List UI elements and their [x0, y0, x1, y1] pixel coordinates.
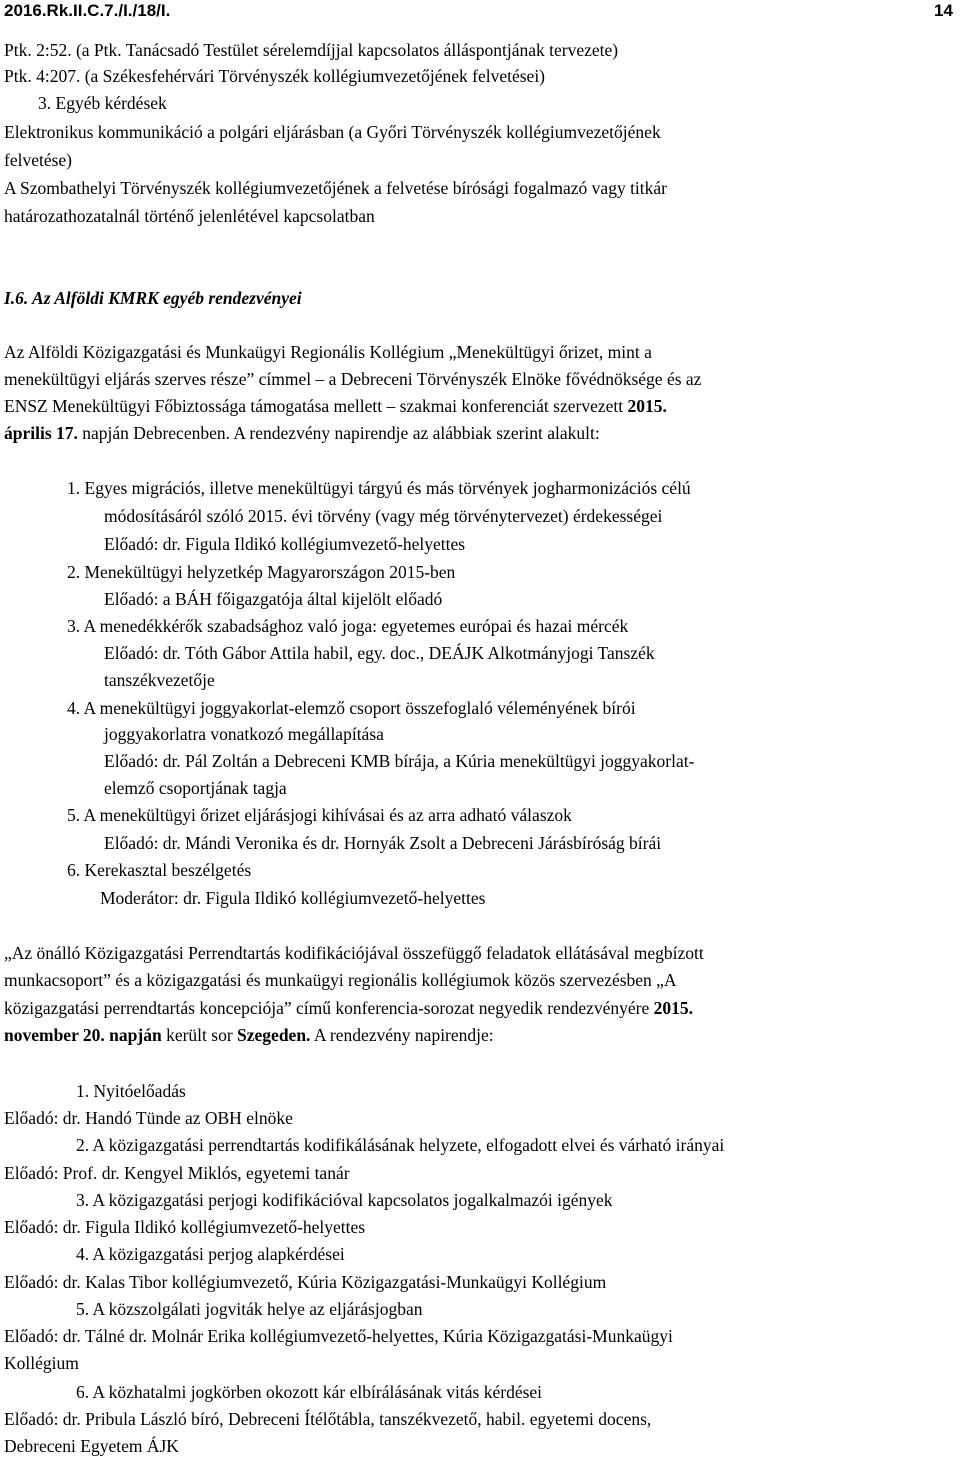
text-span: Az Alföldi Közigazgatási és Munkaügyi Regionális Kollégium „Menekültügyi őrizet, mint a — [4, 342, 652, 362]
text-line: 3. Egyéb kérdések — [38, 93, 167, 113]
text-line: határozathozatalnál történő jelenlétével kapcsolatban — [4, 206, 375, 226]
agenda-speaker: Előadó: dr. Kalas Tibor kollégiumvezető, Kúria Közigazgatási-Munkaügyi Kollégium — [4, 1272, 607, 1292]
agenda-item: 4. A közigazgatási perjog alapkérdései — [76, 1244, 345, 1264]
agenda-item: módosításáról szóló 2015. évi törvény (vagy még törvénytervezet) érdekességei — [104, 506, 663, 526]
agenda-speaker: Előadó: dr. Pribula László bíró, Debreceni Ítélőtábla, tanszékvezető, habil. egyetemi docens, — [4, 1409, 652, 1429]
agenda-item: 6. Kerekasztal beszélgetés — [67, 860, 252, 880]
agenda-speaker: Moderátor: dr. Figula Ildikó kollégiumvezető-helyettes — [100, 888, 486, 908]
agenda-item: 2. A közigazgatási perrendtartás kodifikálásának helyzete, elfogadott elvei és várható irányai — [76, 1135, 725, 1155]
agenda-speaker: Előadó: Prof. dr. Kengyel Miklós, egyetemi tanár — [4, 1163, 350, 1183]
agenda-item: joggyakorlatra vonatkozó megállapítása — [104, 724, 384, 744]
agenda-item: 3. A menedékkérők szabadsághoz való joga: egyetemes európai és hazai mércék — [67, 616, 629, 636]
paragraph-line — [4, 968, 956, 992]
agenda-item: 6. A közhatalmi jogkörben okozott kár elbírálásának vitás kérdései — [76, 1382, 543, 1402]
date-emphasis: 2015. — [627, 396, 667, 416]
agenda-item: 5. A közszolgálati jogviták helye az eljárásjogban — [76, 1299, 423, 1319]
agenda-speaker: Debreceni Egyetem ÁJK — [4, 1436, 179, 1456]
text-span: menekültügyi eljárás szerves része” címmel – a Debreceni Törvényszék Elnöke fővédnöksége és az — [4, 369, 702, 389]
agenda-speaker: Kollégium — [4, 1353, 79, 1373]
paragraph-line — [4, 340, 956, 364]
paragraph-line — [4, 1023, 494, 1047]
text-line: Ptk. 4:207. (a Székesfehérvári Törvényszék kollégiumvezetőjének felvetései) — [4, 66, 546, 86]
text-line: A Szombathelyi Törvényszék kollégiumvezetőjének a felvetése bírósági fogalmazó vagy titkár — [4, 178, 668, 198]
text-span: „Az önálló Közigazgatási Perrendtartás kodifikációjával összefüggő feladatok ellátásával megbízott — [4, 943, 704, 963]
agenda-speaker: Előadó: a BÁH főigazgatója által kijelölt előadó — [104, 589, 443, 609]
agenda-speaker: Előadó: dr. Tóth Gábor Attila habil, egy. doc., DEÁJK Alkotmányjogi Tanszék — [104, 643, 655, 663]
paragraph-line — [4, 996, 956, 1020]
text-span: A rendezvény napirendje: — [313, 1025, 494, 1045]
text-span: került sor — [166, 1025, 233, 1045]
text-line: Ptk. 2:52. (a Ptk. Tanácsadó Testület sérelemdíjjal kapcsolatos álláspontjának tervezete) — [4, 40, 619, 60]
paragraph-line — [4, 941, 704, 965]
text-span: közigazgatási perrendtartás koncepciója” című konferencia-sorozat negyedik rendezvényére — [4, 998, 650, 1018]
agenda-speaker: Előadó: dr. Pál Zoltán a Debreceni KMB bírája, a Kúria menekültügyi joggyakorlat- — [104, 751, 695, 771]
agenda-speaker: Előadó: dr. Handó Tünde az OBH elnöke — [4, 1108, 293, 1128]
agenda-speaker: Előadó: dr. Figula Ildikó kollégiumvezető-helyettes — [104, 534, 466, 554]
text-span: munkacsoport” és a közigazgatási és munkaügyi regionális kollégiumok közös szervezésben „A — [4, 970, 677, 990]
text-line: Elektronikus kommunikáció a polgári eljárásban (a Győri Törvényszék kollégiumvezetőjének — [4, 122, 661, 142]
date-emphasis: november 20. napján — [4, 1025, 162, 1045]
agenda-speaker: Előadó: dr. Figula Ildikó kollégiumvezető-helyettes — [4, 1217, 366, 1237]
agenda-speaker: tanszékvezetője — [104, 670, 215, 690]
date-emphasis: 2015. — [653, 998, 693, 1018]
paragraph-line — [4, 394, 956, 418]
agenda-item: 4. A menekültügyi joggyakorlat-elemző csoport összefoglaló véleményének bírói — [67, 698, 636, 718]
text-span: napján Debrecenben. A rendezvény napirendje az alábbiak szerint alakult: — [82, 423, 600, 443]
section-title: I.6. Az Alföldi KMRK egyéb rendezvényei — [4, 288, 302, 308]
agenda-item: 1. Nyitóelőadás — [76, 1081, 186, 1101]
text-line: felvetése) — [4, 150, 73, 170]
paragraph-line — [4, 367, 956, 391]
agenda-item: 5. A menekültügyi őrizet eljárásjogi kihívásai és az arra adható válaszok — [67, 805, 572, 825]
location-emphasis: Szegeden. — [237, 1025, 311, 1045]
agenda-speaker: elemző csoportjának tagja — [104, 778, 287, 798]
paragraph-line — [4, 421, 600, 445]
page-number: 14 — [934, 1, 953, 20]
agenda-item: 3. A közigazgatási perjogi kodifikációval kapcsolatos jogalkalmazói igények — [76, 1190, 613, 1210]
date-emphasis: április 17. — [4, 423, 78, 443]
agenda-speaker: Előadó: dr. Mándi Veronika és dr. Hornyák Zsolt a Debreceni Járásbíróság bírái — [104, 833, 662, 853]
document-id: 2016.Rk.II.C.7./I./18/I. — [4, 1, 171, 20]
agenda-item: 2. Menekültügyi helyzetkép Magyarországon 2015-ben — [67, 562, 456, 582]
agenda-speaker: Előadó: dr. Tálné dr. Molnár Erika kollégiumvezető-helyettes, Kúria Közigazgatási-Munkaügyi — [4, 1326, 673, 1346]
text-span: ENSZ Menekültügyi Főbiztossága támogatása mellett – szakmai konferenciát szervezett — [4, 396, 624, 416]
agenda-item: 1. Egyes migrációs, illetve menekültügyi tárgyú és más törvények jogharmonizációs célú — [67, 478, 691, 498]
